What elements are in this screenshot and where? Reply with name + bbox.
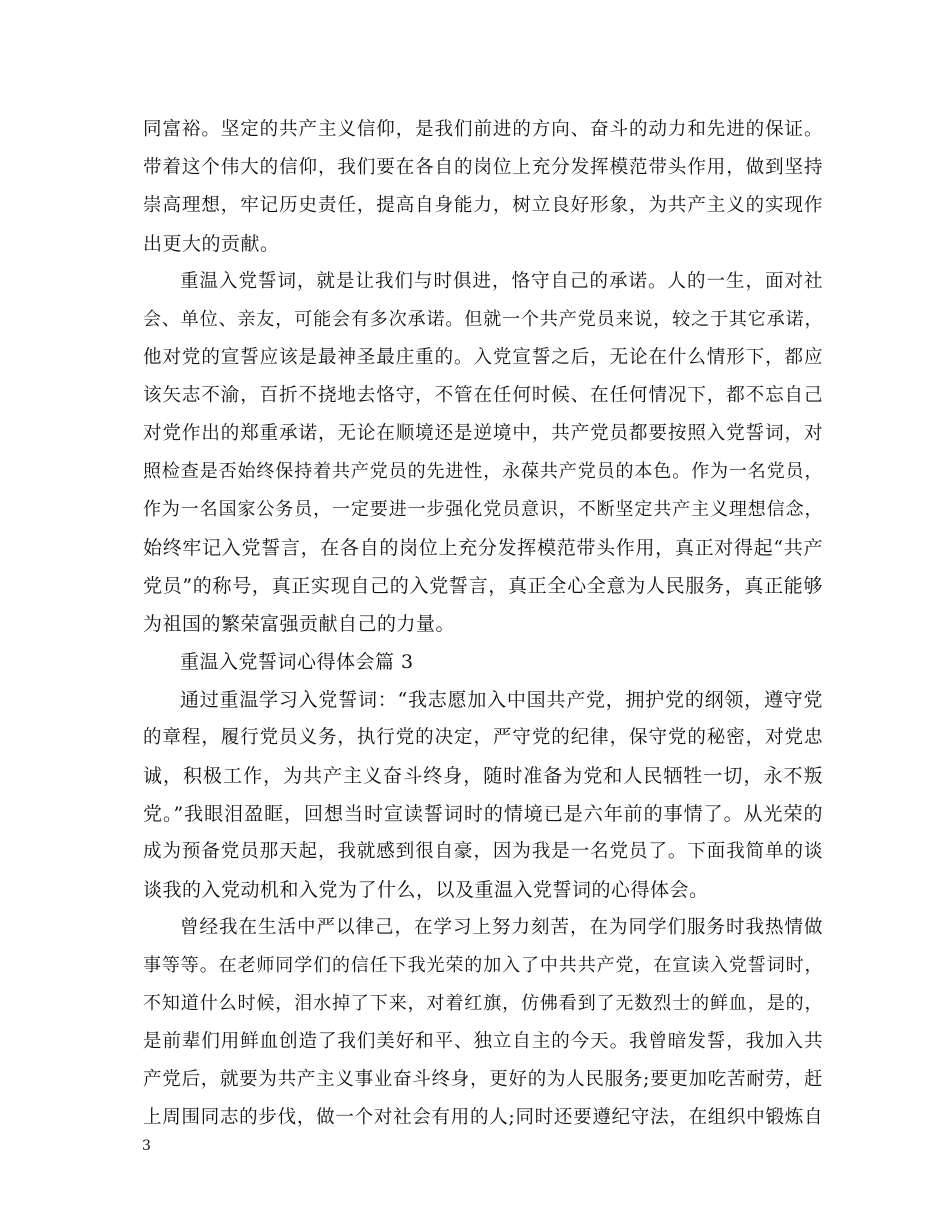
text-line: 照检查是否始终保持着共产党员的先进性，永葆共产党员的本色。作为一名党员， [143, 461, 823, 482]
text-line: 党员”的称号，真正实现自己的入党誓言，真正全心全意为人民服务，真正能够 [143, 575, 823, 597]
text-line: 的章程，履行党员义务，执行党的决定，严守党的纪律，保守党的秘密，对党忠 [143, 727, 823, 748]
section-heading: 重温入党誓词心得体会篇 3 [180, 651, 414, 673]
text-line: 带着这个伟大的信仰，我们要在各自的岗位上充分发挥模范带头作用，做到坚持 [143, 157, 823, 178]
text-line: 不知道什么时候，泪水掉了下来，对着红旗，仿佛看到了无数烈士的鲜血，是的， [143, 993, 823, 1014]
text-line: 会、单位、亲友，可能会有多次承诺。但就一个共产党员来说，较之于其它承诺， [143, 309, 823, 330]
text-line: 上周围同志的步伐，做一个对社会有用的人;同时还要遵纪守法，在组织中锻炼自 [143, 1107, 823, 1128]
text-line: 诚，积极工作，为共产主义奋斗终身，随时准备为党和人民牺牲一切，永不叛 [143, 765, 823, 787]
text-line: 始终牢记入党誓言，在各自的岗位上充分发挥模范带头作用，真正对得起“共产 [143, 537, 823, 559]
text-line: 成为预备党员那天起，我就感到很自豪，因为我是一名党员了。下面我简单的谈 [143, 841, 823, 862]
text-line: 事等等。在老师同学们的信任下我光荣的加入了中共共产党，在宣读入党誓词时， [143, 955, 823, 976]
text-line: 作为一名国家公务员，一定要进一步强化党员意识，不断坚定共产主义理想信念， [143, 499, 823, 520]
paragraph-first-line: 曾经我在生活中严以律己，在学习上努力刻苦，在为同学们服务时我热情做 [180, 917, 823, 938]
text-line: 谈我的入党动机和入党为了什么，以及重温入党誓词的心得体会。 [143, 879, 709, 901]
text-line: 该矢志不渝，百折不挠地去恪守，不管在任何时候、在任何情况下，都不忘自己 [143, 385, 823, 406]
text-line: 同富裕。坚定的共产主义信仰，是我们前进的方向、奋斗的动力和先进的保证。 [143, 119, 823, 140]
text-line: 为祖国的繁荣富强贡献自己的力量。 [143, 613, 456, 635]
text-line: 出更大的贡献。 [143, 233, 280, 255]
text-line: 党。”我眼泪盈眶，回想当时宣读誓词时的情境已是六年前的事情了。从光荣的 [143, 803, 823, 825]
text-line: 是前辈们用鲜血创造了我们美好和平、独立自主的今天。我曾暗发誓，我加入共 [143, 1031, 823, 1052]
paragraph-first-line: 通过重温学习入党誓词：“我志愿加入中国共产党，拥护党的纲领，遵守党 [180, 689, 823, 711]
paragraph-first-line: 重温入党誓词，就是让我们与时俱进，恪守自己的承诺。人的一生，面对社 [180, 271, 823, 292]
text-line: 产党后，就要为共产主义事业奋斗终身，更好的为人民服务;要更加吃苦耐劳，赶 [143, 1069, 823, 1090]
text-line: 崇高理想，牢记历史责任，提高自身能力，树立良好形象，为共产主义的实现作 [143, 195, 823, 216]
text-line: 他对党的宣誓应该是最神圣最庄重的。入党宣誓之后，无论在什么情形下，都应 [143, 347, 823, 368]
text-line: 对党作出的郑重承诺，无论在顺境还是逆境中，共产党员都要按照入党誓词，对 [143, 423, 823, 444]
page-number: 3 [142, 1138, 151, 1154]
